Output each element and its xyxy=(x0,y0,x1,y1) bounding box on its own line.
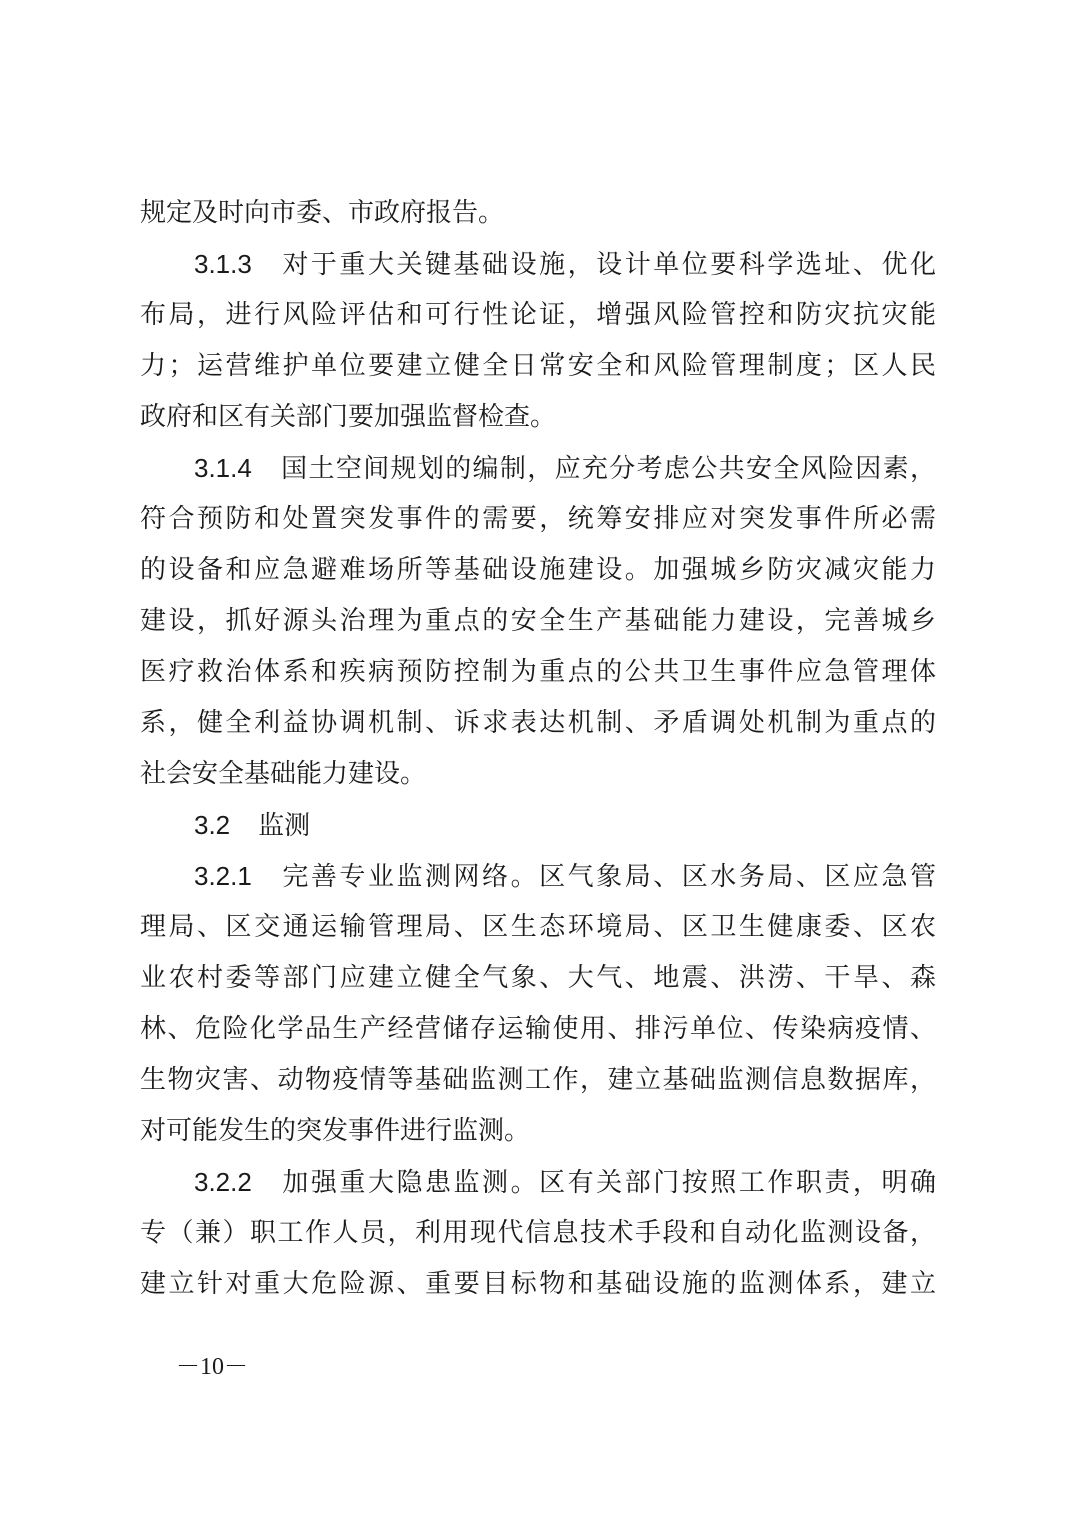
section-number: 3.1.4 xyxy=(194,453,252,483)
section-3-2-1-first-line xyxy=(140,851,936,902)
line-text: 建立针对重大危险源、重要目标物和基础设施的监测体系，建立 xyxy=(140,1269,936,1299)
line-text: 规定及时向市委、市政府报告。 xyxy=(140,198,505,228)
line-text: 国土空间规划的编制，应充分考虑公共安全风险因素， xyxy=(279,454,936,484)
line-text: 对可能发生的突发事件进行监测。 xyxy=(140,1116,531,1146)
text-line xyxy=(140,188,936,239)
line-text: 社会安全基础能力建设。 xyxy=(140,759,427,789)
text-line xyxy=(140,1055,936,1106)
text-line xyxy=(140,290,936,341)
section-title: 监测 xyxy=(258,811,311,841)
text-line xyxy=(140,545,936,596)
line-text: 政府和区有关部门要加强监督检查。 xyxy=(140,402,557,432)
line-text: 加强重大隐患监测。区有关部门按照工作职责，明确 xyxy=(279,1168,936,1198)
line-text: 的设备和应急避难场所等基础设施建设。加强城乡防灾减灾能力 xyxy=(140,555,936,585)
text-line xyxy=(140,596,936,647)
section-3-2-2-first-line xyxy=(140,1157,936,1208)
text-line xyxy=(140,1106,936,1157)
section-number: 3.1.3 xyxy=(194,249,252,279)
line-text: 符合预防和处置突发事件的需要，统筹安排应对突发事件所必需 xyxy=(140,504,936,534)
line-text: 生物灾害、动物疫情等基础监测工作，建立基础监测信息数据库， xyxy=(140,1065,936,1095)
text-line xyxy=(140,1208,936,1259)
line-text: 系，健全利益协调机制、诉求表达机制、矛盾调处机制为重点的 xyxy=(140,708,936,738)
text-line xyxy=(140,749,936,800)
line-text: 对于重大关键基础设施，设计单位要科学选址、优化 xyxy=(279,250,936,280)
line-text: 力；运营维护单位要建立健全日常安全和风险管理制度；区人民 xyxy=(140,351,936,381)
line-text: 建设，抓好源头治理为重点的安全生产基础能力建设，完善城乡 xyxy=(140,606,936,636)
body-text xyxy=(140,188,936,1310)
page-number: －10－ xyxy=(176,1354,248,1380)
section-3-2-heading xyxy=(140,800,936,851)
section-number: 3.2.1 xyxy=(194,861,252,891)
section-3-1-4-first-line xyxy=(140,443,936,494)
text-line xyxy=(140,341,936,392)
line-text: 理局、区交通运输管理局、区生态环境局、区卫生健康委、区农 xyxy=(140,912,936,942)
text-line xyxy=(140,1259,936,1310)
line-text: 医疗救治体系和疾病预防控制为重点的公共卫生事件应急管理体 xyxy=(140,657,936,687)
text-line xyxy=(140,392,936,443)
text-line xyxy=(140,698,936,749)
line-text: 专（兼）职工作人员，利用现代信息技术手段和自动化监测设备， xyxy=(140,1218,936,1248)
text-line xyxy=(140,494,936,545)
line-text: 业农村委等部门应建立健全气象、大气、地震、洪涝、干旱、森 xyxy=(140,963,936,993)
line-text: 布局，进行风险评估和可行性论证，增强风险管控和防灾抗灾能 xyxy=(140,300,936,330)
text-line xyxy=(140,902,936,953)
section-number: 3.2.2 xyxy=(194,1167,252,1197)
line-text: 林、危险化学品生产经营储存运输使用、排污单位、传染病疫情、 xyxy=(140,1014,936,1044)
text-line xyxy=(140,647,936,698)
section-3-1-3-first-line xyxy=(140,239,936,290)
text-line xyxy=(140,1004,936,1055)
line-text: 完善专业监测网络。区气象局、区水务局、区应急管 xyxy=(279,862,936,892)
text-line xyxy=(140,953,936,1004)
section-number: 3.2 xyxy=(194,810,231,840)
